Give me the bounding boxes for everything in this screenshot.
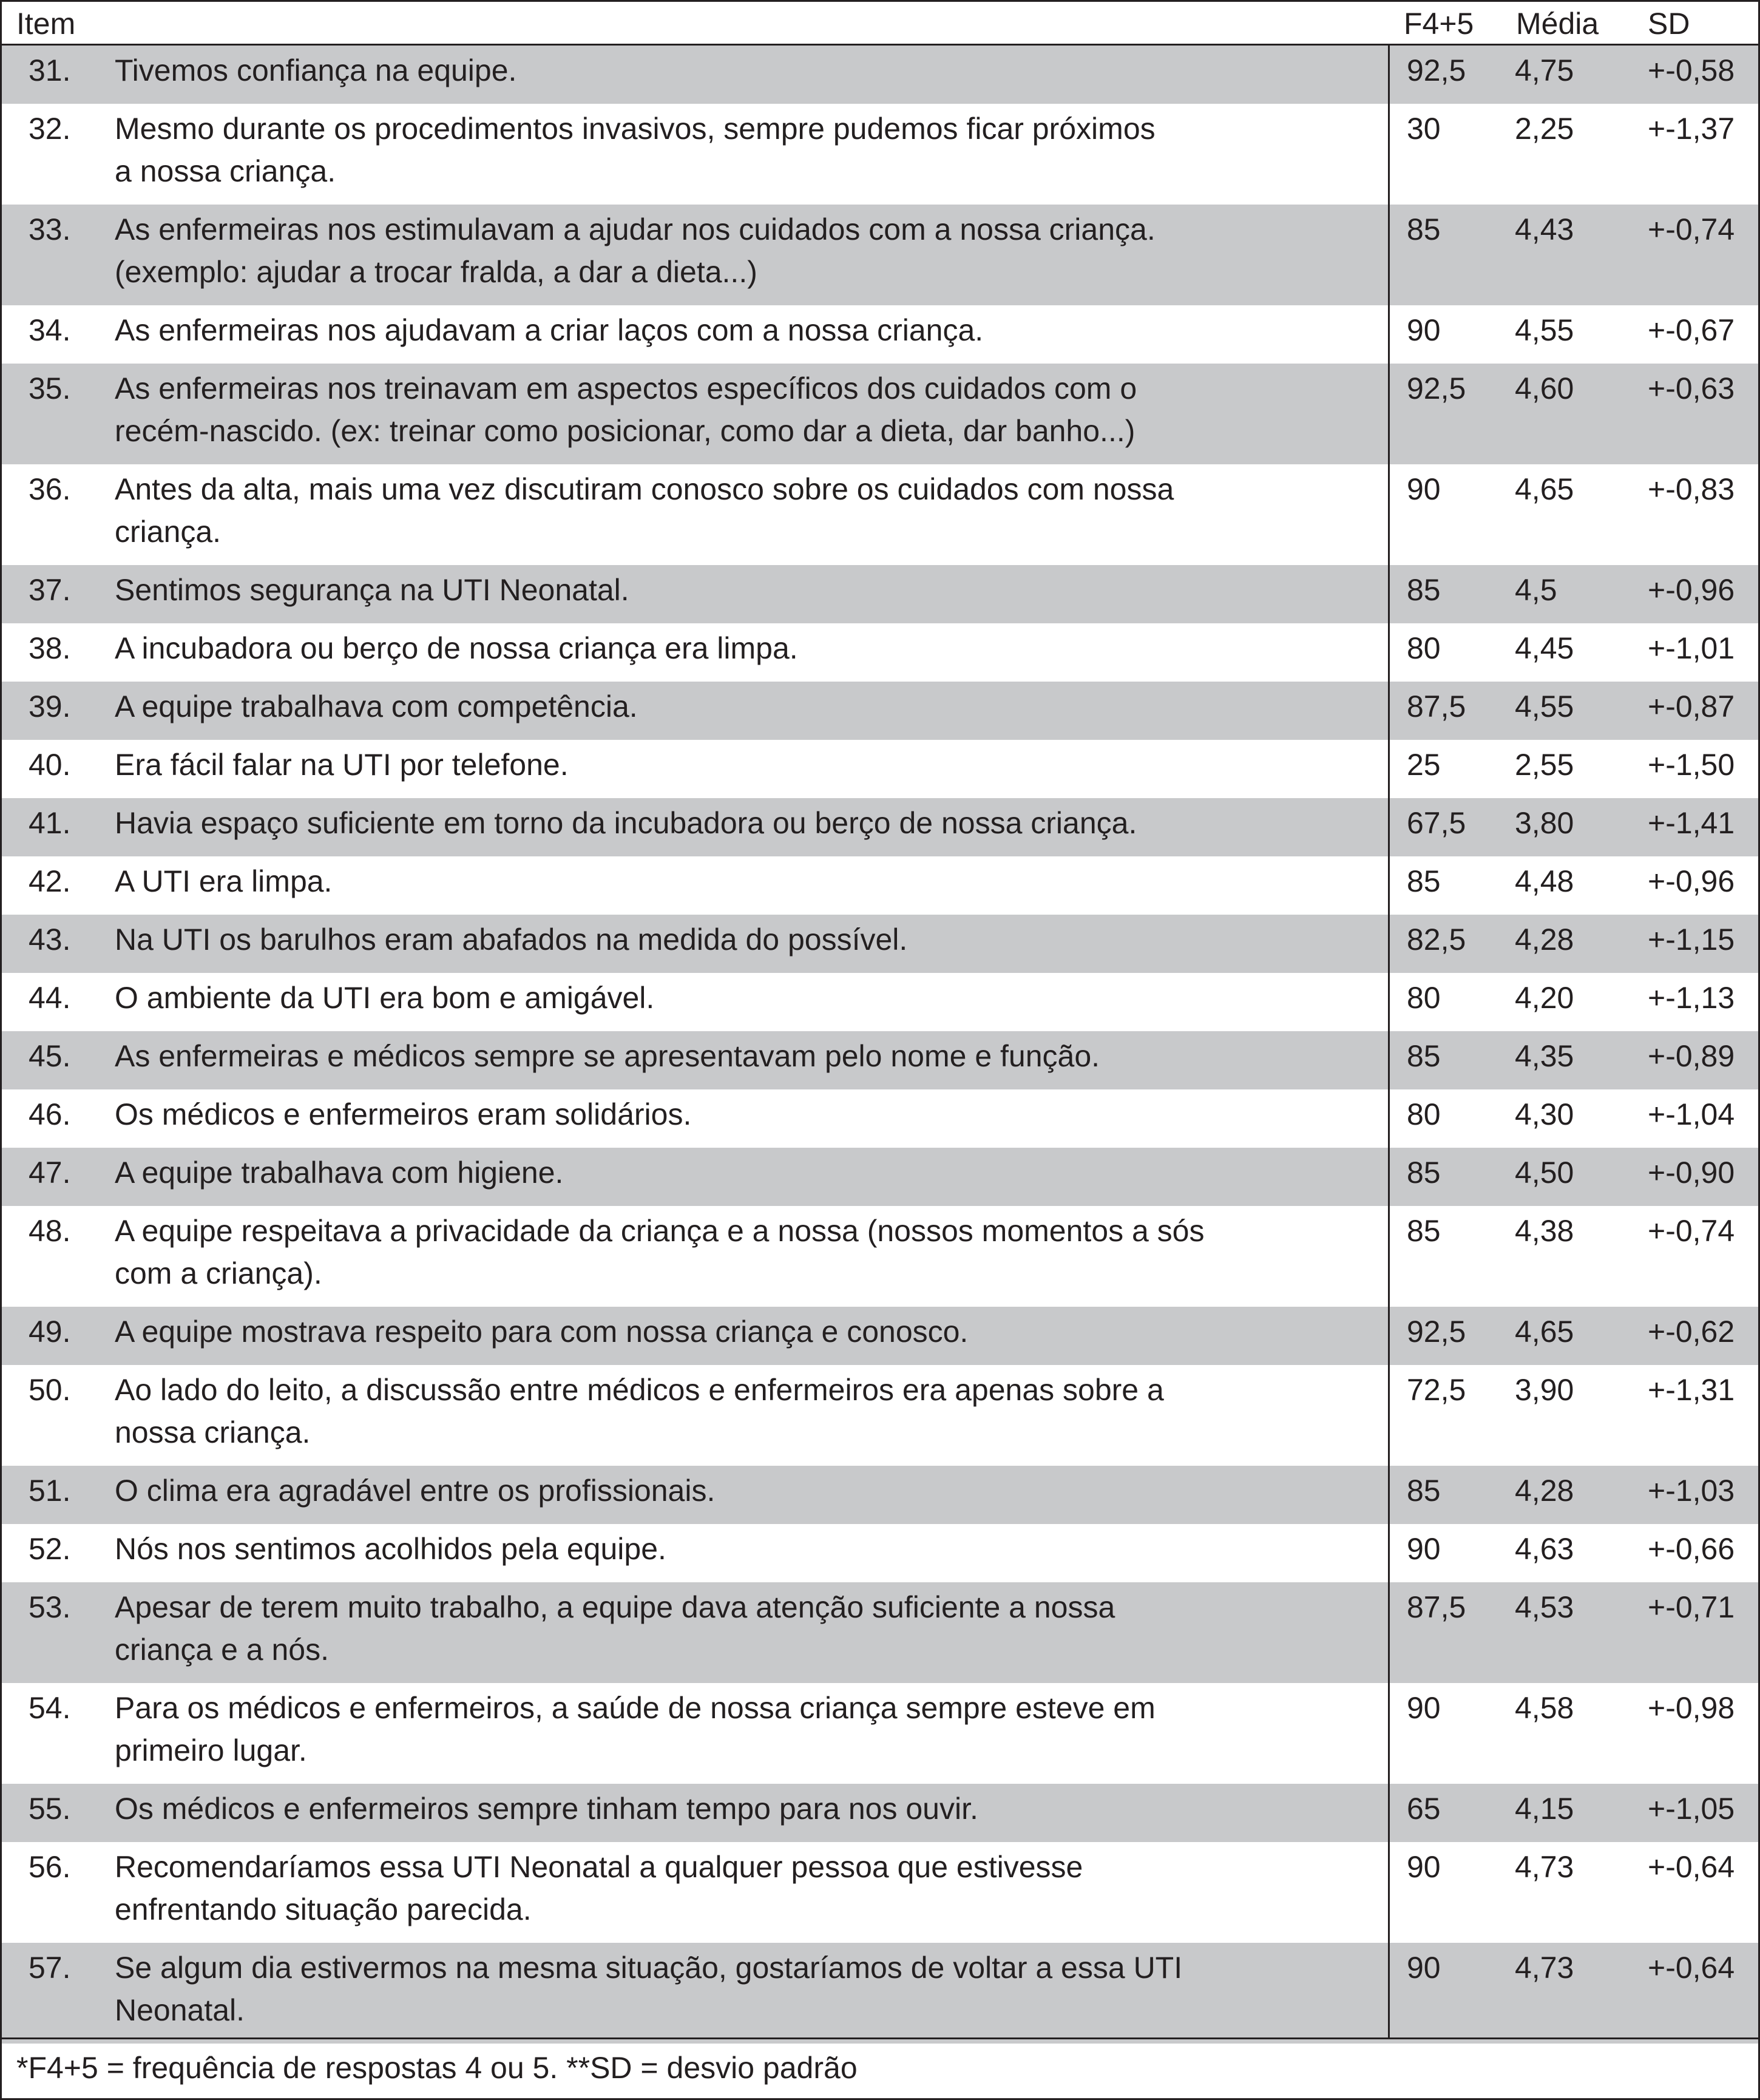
item-text-line: Nós nos sentimos acolhidos pela equipe. <box>115 1532 666 1566</box>
item-number: 43. <box>29 923 71 957</box>
f45-value: 80 <box>1407 631 1441 665</box>
item-text-line: O clima era agradável entre os profissionais. <box>115 1474 716 1508</box>
media-value: 4,43 <box>1515 212 1574 246</box>
item-text <box>115 977 1377 1019</box>
media-value: 4,20 <box>1515 981 1574 1015</box>
item-number: 53. <box>29 1590 71 1624</box>
item-number: 49. <box>29 1315 71 1349</box>
header-sd: SD <box>1648 7 1690 41</box>
item-text <box>115 49 1377 92</box>
item-text-line: Mesmo durante os procedimentos invasivos, sempre pudemos ficar próximos <box>115 112 1156 146</box>
item-text-line: nossa criança. <box>115 1415 311 1449</box>
item-text-line: A incubadora ou berço de nossa criança era limpa. <box>115 631 798 665</box>
item-number: 39. <box>29 689 71 723</box>
media-value: 4,55 <box>1515 313 1574 347</box>
item-number: 47. <box>29 1156 71 1190</box>
item-number: 33. <box>29 212 71 246</box>
f45-value: 92,5 <box>1407 371 1466 405</box>
f45-value: 87,5 <box>1407 1590 1466 1624</box>
item-text-line: a nossa criança. <box>115 154 336 188</box>
sd-value: +-1,15 <box>1648 923 1735 957</box>
media-value: 4,5 <box>1515 573 1557 607</box>
sd-value: +-1,31 <box>1648 1373 1735 1407</box>
item-text-line: primeiro lugar. <box>115 1733 307 1767</box>
sd-value: +-0,62 <box>1648 1315 1735 1349</box>
item-number: 35. <box>29 371 71 405</box>
sd-value: +-1,01 <box>1648 631 1735 665</box>
item-text <box>115 1946 1377 2031</box>
media-value: 4,30 <box>1515 1097 1574 1131</box>
item-text-line: O ambiente da UTI era bom e amigável. <box>115 981 655 1015</box>
item-text-line: Apesar de terem muito trabalho, a equipe dava atenção suficiente a nossa <box>115 1590 1115 1624</box>
f45-value: 67,5 <box>1407 806 1466 840</box>
table-row <box>2 1524 1758 1582</box>
item-text-line: As enfermeiras nos estimulavam a ajudar nos cuidados com a nossa criança. <box>115 212 1156 246</box>
item-text <box>115 367 1377 452</box>
media-value: 4,55 <box>1515 689 1574 723</box>
item-text <box>115 1528 1377 1570</box>
item-text <box>115 468 1377 553</box>
sd-value: +-0,96 <box>1648 864 1735 898</box>
item-text-line: Tivemos confiança na equipe. <box>115 53 517 87</box>
item-text <box>115 1035 1377 1077</box>
f45-value: 85 <box>1407 1474 1441 1508</box>
table-row <box>2 1943 1758 2044</box>
item-text-line: A UTI era limpa. <box>115 864 333 898</box>
media-value: 4,53 <box>1515 1590 1574 1624</box>
item-text-line: As enfermeiras e médicos sempre se apresentavam pelo nome e função. <box>115 1039 1100 1073</box>
sd-value: +-0,74 <box>1648 1214 1735 1248</box>
item-number: 50. <box>29 1373 71 1407</box>
f45-value: 30 <box>1407 112 1441 146</box>
f45-value: 90 <box>1407 1532 1441 1566</box>
item-text-line: Para os médicos e enfermeiros, a saúde de nossa criança sempre esteve em <box>115 1691 1156 1725</box>
media-value: 4,73 <box>1515 1850 1574 1884</box>
f45-value: 85 <box>1407 1156 1441 1190</box>
header-f45: F4+5 <box>1404 7 1474 41</box>
table-row <box>2 205 1758 305</box>
table-row <box>2 364 1758 464</box>
item-text <box>115 1687 1377 1772</box>
item-number: 48. <box>29 1214 71 1248</box>
item-text <box>115 685 1377 728</box>
media-value: 4,75 <box>1515 53 1574 87</box>
item-number: 54. <box>29 1691 71 1725</box>
item-number: 52. <box>29 1532 71 1566</box>
sd-value: +-0,66 <box>1648 1532 1735 1566</box>
item-text <box>115 1093 1377 1136</box>
sd-value: +-0,98 <box>1648 1691 1735 1725</box>
table-row <box>2 1466 1758 1524</box>
item-text-line: recém-nascido. (ex: treinar como posicionar, como dar a dieta, dar banho...) <box>115 414 1136 448</box>
item-text-line: com a criança). <box>115 1256 322 1290</box>
table-row <box>2 623 1758 682</box>
item-text-line: Na UTI os barulhos eram abafados na medida do possível. <box>115 923 908 957</box>
sd-value: +-0,67 <box>1648 313 1735 347</box>
sd-value: +-0,63 <box>1648 371 1735 405</box>
item-text <box>115 1210 1377 1295</box>
media-value: 4,15 <box>1515 1792 1574 1826</box>
item-text-line: Se algum dia estivermos na mesma situação, gostaríamos de voltar a essa UTI <box>115 1951 1183 1985</box>
table-row <box>2 973 1758 1031</box>
table-row <box>2 305 1758 364</box>
media-value: 4,63 <box>1515 1532 1574 1566</box>
f45-value: 25 <box>1407 748 1441 782</box>
item-text <box>115 107 1377 192</box>
header-item: Item <box>16 7 76 41</box>
item-text-line: Recomendaríamos essa UTI Neonatal a qualquer pessoa que estivesse <box>115 1850 1083 1884</box>
item-text <box>115 1469 1377 1512</box>
column-divider <box>1388 46 1390 2037</box>
media-value: 4,28 <box>1515 1474 1574 1508</box>
f45-value: 90 <box>1407 1850 1441 1884</box>
f45-value: 85 <box>1407 1214 1441 1248</box>
sd-value: +-1,03 <box>1648 1474 1735 1508</box>
header-media: Média <box>1516 7 1599 41</box>
item-text-line: (exemplo: ajudar a trocar fralda, a dar a dieta...) <box>115 255 757 289</box>
item-text-line: A equipe trabalhava com competência. <box>115 689 638 723</box>
f45-value: 65 <box>1407 1792 1441 1826</box>
item-text <box>115 569 1377 611</box>
table-row <box>2 1582 1758 1683</box>
media-value: 4,48 <box>1515 864 1574 898</box>
sd-value: +-0,89 <box>1648 1039 1735 1073</box>
media-value: 4,65 <box>1515 472 1574 506</box>
item-number: 56. <box>29 1850 71 1884</box>
media-value: 4,65 <box>1515 1315 1574 1349</box>
item-number: 57. <box>29 1951 71 1985</box>
item-text <box>115 208 1377 293</box>
sd-value: +-1,05 <box>1648 1792 1735 1826</box>
item-number: 36. <box>29 472 71 506</box>
sd-value: +-1,37 <box>1648 112 1735 146</box>
item-text <box>115 627 1377 669</box>
table-row <box>2 1683 1758 1784</box>
item-text-line: Sentimos segurança na UTI Neonatal. <box>115 573 629 607</box>
item-number: 37. <box>29 573 71 607</box>
item-text-line: Neonatal. <box>115 1993 245 2027</box>
f45-value: 85 <box>1407 212 1441 246</box>
item-text-line: As enfermeiras nos ajudavam a criar laços com a nossa criança. <box>115 313 984 347</box>
item-number: 34. <box>29 313 71 347</box>
footnote: *F4+5 = frequência de respostas 4 ou 5. **SD = desvio padrão <box>2 2037 1758 2098</box>
f45-value: 90 <box>1407 1691 1441 1725</box>
table-row <box>2 798 1758 856</box>
f45-value: 92,5 <box>1407 1315 1466 1349</box>
table-row <box>2 1784 1758 1842</box>
item-text-line: Era fácil falar na UTI por telefone. <box>115 748 569 782</box>
media-value: 4,28 <box>1515 923 1574 957</box>
sd-value: +-0,64 <box>1648 1850 1735 1884</box>
f45-value: 72,5 <box>1407 1373 1466 1407</box>
table-row <box>2 740 1758 798</box>
sd-value: +-0,83 <box>1648 472 1735 506</box>
f45-value: 80 <box>1407 1097 1441 1131</box>
media-value: 4,35 <box>1515 1039 1574 1073</box>
table-row <box>2 856 1758 915</box>
sd-value: +-0,90 <box>1648 1156 1735 1190</box>
media-value: 4,38 <box>1515 1214 1574 1248</box>
media-value: 2,25 <box>1515 112 1574 146</box>
sd-value: +-1,04 <box>1648 1097 1735 1131</box>
item-number: 44. <box>29 981 71 1015</box>
table-row <box>2 1307 1758 1365</box>
item-text <box>115 1846 1377 1931</box>
data-table <box>2 2 1758 2044</box>
item-text-line: A equipe mostrava respeito para com nossa criança e conosco. <box>115 1315 969 1349</box>
item-number: 45. <box>29 1039 71 1073</box>
sd-value: +-0,71 <box>1648 1590 1735 1624</box>
sd-value: +-1,50 <box>1648 748 1735 782</box>
item-text-line: Os médicos e enfermeiros eram solidários. <box>115 1097 692 1131</box>
sd-value: +-1,13 <box>1648 981 1735 1015</box>
table-row <box>2 1031 1758 1089</box>
item-text-line: Antes da alta, mais uma vez discutiram conosco sobre os cuidados com nossa <box>115 472 1174 506</box>
item-text-line: Os médicos e enfermeiros sempre tinham tempo para nos ouvir. <box>115 1792 978 1826</box>
table-row <box>2 1148 1758 1206</box>
table-row <box>2 915 1758 973</box>
f45-value: 90 <box>1407 313 1441 347</box>
item-number: 40. <box>29 748 71 782</box>
f45-value: 90 <box>1407 1951 1441 1985</box>
sd-value: +-0,87 <box>1648 689 1735 723</box>
media-value: 3,90 <box>1515 1373 1574 1407</box>
item-text <box>115 860 1377 903</box>
item-number: 55. <box>29 1792 71 1826</box>
item-text-line: As enfermeiras nos treinavam em aspectos específicos dos cuidados com o <box>115 371 1137 405</box>
media-value: 4,60 <box>1515 371 1574 405</box>
item-text-line: A equipe respeitava a privacidade da criança e a nossa (nossos momentos a sós <box>115 1214 1205 1248</box>
f45-value: 90 <box>1407 472 1441 506</box>
f45-value: 85 <box>1407 1039 1441 1073</box>
item-text <box>115 1586 1377 1671</box>
table-row <box>2 1089 1758 1148</box>
item-text <box>115 1310 1377 1353</box>
item-number: 38. <box>29 631 71 665</box>
media-value: 4,73 <box>1515 1951 1574 1985</box>
sd-value: +-0,64 <box>1648 1951 1735 1985</box>
item-text-line: Ao lado do leito, a discussão entre médicos e enfermeiros era apenas sobre a <box>115 1373 1164 1407</box>
item-number: 31. <box>29 53 71 87</box>
table-row <box>2 104 1758 205</box>
item-text-line: Havia espaço suficiente em torno da incubadora ou berço de nossa criança. <box>115 806 1137 840</box>
item-text-line: A equipe trabalhava com higiene. <box>115 1156 564 1190</box>
f45-value: 85 <box>1407 573 1441 607</box>
item-text-line: enfrentando situação parecida. <box>115 1892 532 1926</box>
media-value: 4,45 <box>1515 631 1574 665</box>
table-row <box>2 1365 1758 1466</box>
media-value: 3,80 <box>1515 806 1574 840</box>
media-value: 4,58 <box>1515 1691 1574 1725</box>
table-row <box>2 565 1758 623</box>
item-text <box>115 309 1377 351</box>
table-row <box>2 46 1758 104</box>
f45-value: 82,5 <box>1407 923 1466 957</box>
item-text-line: criança. <box>115 515 222 549</box>
f45-value: 87,5 <box>1407 689 1466 723</box>
f45-value: 80 <box>1407 981 1441 1015</box>
sd-value: +-0,74 <box>1648 212 1735 246</box>
item-text <box>115 1369 1377 1454</box>
f45-value: 92,5 <box>1407 53 1466 87</box>
item-number: 32. <box>29 112 71 146</box>
sd-value: +-1,41 <box>1648 806 1735 840</box>
item-text-line: criança e a nós. <box>115 1633 329 1667</box>
table-header <box>2 2 1758 46</box>
item-text <box>115 918 1377 961</box>
table-row <box>2 464 1758 565</box>
sd-value: +-0,96 <box>1648 573 1735 607</box>
table-body <box>2 46 1758 2044</box>
item-text <box>115 1787 1377 1830</box>
sd-value: +-0,58 <box>1648 53 1735 87</box>
media-value: 4,50 <box>1515 1156 1574 1190</box>
media-value: 2,55 <box>1515 748 1574 782</box>
table-row <box>2 682 1758 740</box>
f45-value: 85 <box>1407 864 1441 898</box>
item-text <box>115 802 1377 844</box>
item-number: 41. <box>29 806 71 840</box>
item-text <box>115 1151 1377 1194</box>
item-number: 46. <box>29 1097 71 1131</box>
table-row <box>2 1842 1758 1943</box>
item-number: 51. <box>29 1474 71 1508</box>
item-text <box>115 743 1377 786</box>
item-number: 42. <box>29 864 71 898</box>
table-row <box>2 1206 1758 1307</box>
